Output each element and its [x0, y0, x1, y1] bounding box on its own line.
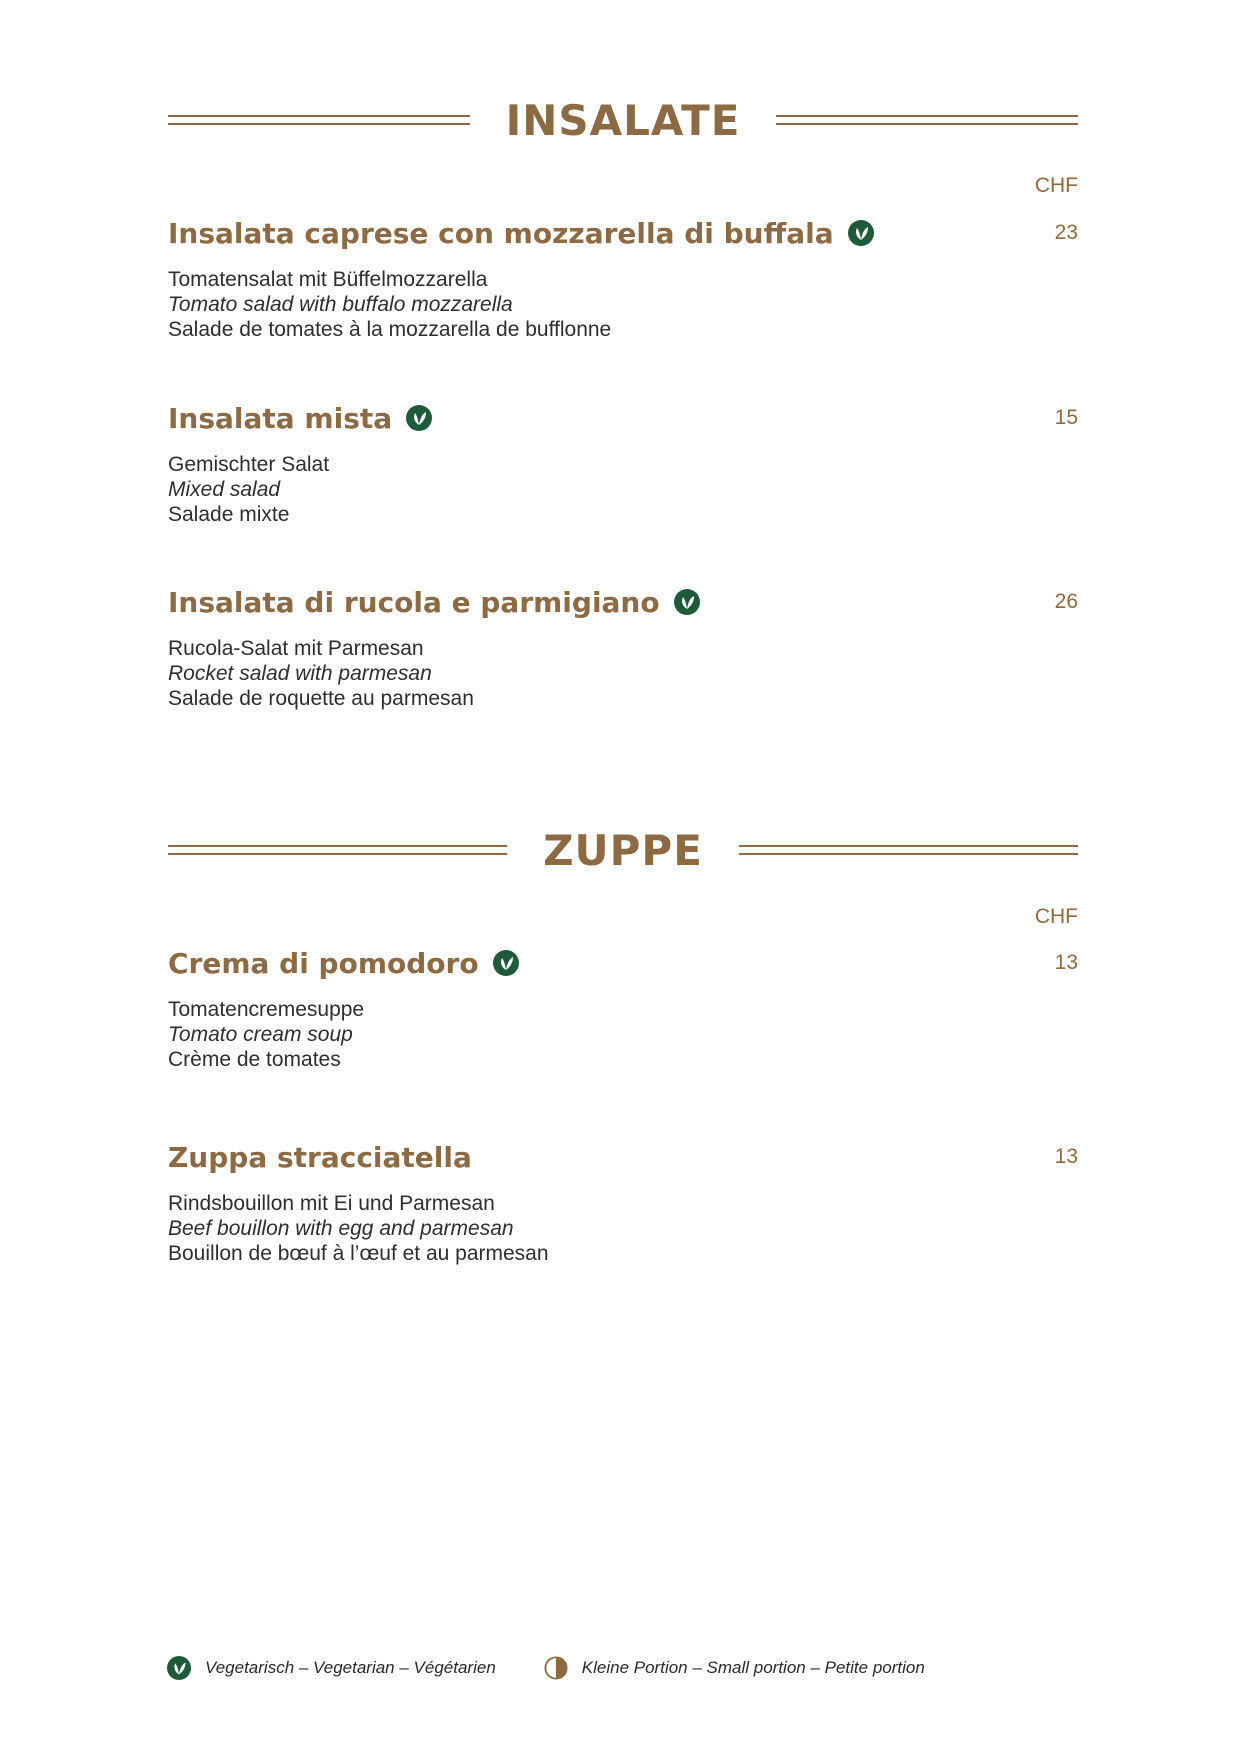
- description-de: Tomatencremesuppe: [168, 998, 365, 1021]
- menu-item: [168, 398, 1078, 527]
- item-name: Insalata caprese con mozzarella di buffala: [168, 216, 834, 250]
- leaf-icon: [406, 405, 432, 431]
- section-title: ZUPPE: [543, 825, 703, 875]
- legend-vegetarian: [167, 1656, 496, 1680]
- description-de: Rindsbouillon mit Ei und Parmesan: [168, 1192, 495, 1215]
- currency-label: CHF: [1034, 174, 1078, 197]
- item-price: 15: [1054, 406, 1078, 429]
- description-fr: Salade mixte: [168, 503, 290, 526]
- item-name: Zuppa stracciatella: [168, 1140, 472, 1174]
- item-price: 23: [1054, 221, 1078, 244]
- legend-small-portion-label: Kleine Portion – Small portion – Petite portion: [581, 1658, 925, 1677]
- description-fr: Salade de roquette au parmesan: [168, 687, 474, 710]
- header-rule-right: [776, 115, 1078, 125]
- header-rule-right: [739, 845, 1078, 855]
- item-name: Insalata mista: [168, 401, 393, 435]
- description-de: Gemischter Salat: [168, 453, 330, 476]
- header-rule-left: [168, 115, 470, 125]
- menu-item: [168, 213, 1078, 342]
- description-fr: Crème de tomates: [168, 1048, 341, 1071]
- section-header-insalate: [168, 90, 1078, 150]
- menu-item: [168, 943, 1078, 1072]
- half-circle-icon: [544, 1656, 568, 1680]
- description-en: Tomato cream soup: [168, 1023, 353, 1046]
- header-rule-left: [168, 845, 507, 855]
- legend-vegetarian-label: Vegetarisch – Vegetarian – Végétarien: [205, 1658, 496, 1677]
- section-header-zuppe: [168, 820, 1078, 880]
- item-price: 13: [1054, 951, 1078, 974]
- description-en: Tomato salad with buffalo mozzarella: [168, 293, 513, 316]
- description-en: Rocket salad with parmesan: [168, 662, 432, 685]
- description-en: Mixed salad: [168, 478, 281, 501]
- description-en: Beef bouillon with egg and parmesan: [168, 1217, 514, 1240]
- legend-small-portion: [544, 1656, 925, 1680]
- item-name: Insalata di rucola e parmigiano: [168, 585, 660, 619]
- leaf-icon: [167, 1656, 191, 1680]
- menu-item: [168, 1137, 1078, 1266]
- currency-label: CHF: [1034, 905, 1078, 928]
- item-price: 26: [1054, 590, 1078, 613]
- leaf-icon: [493, 950, 519, 976]
- leaf-icon: [848, 220, 874, 246]
- item-price: 13: [1054, 1145, 1078, 1168]
- description-fr: Bouillon de bœuf à l’œuf et au parmesan: [168, 1242, 549, 1265]
- leaf-icon: [674, 589, 700, 615]
- section-title: INSALATE: [505, 95, 741, 145]
- description-de: Rucola-Salat mit Parmesan: [168, 637, 424, 660]
- legend: [167, 1656, 973, 1680]
- description-fr: Salade de tomates à la mozzarella de bufflonne: [168, 318, 612, 341]
- item-name: Crema di pomodoro: [168, 946, 479, 980]
- menu-item: [168, 582, 1078, 711]
- description-de: Tomatensalat mit Büffelmozzarella: [168, 268, 488, 291]
